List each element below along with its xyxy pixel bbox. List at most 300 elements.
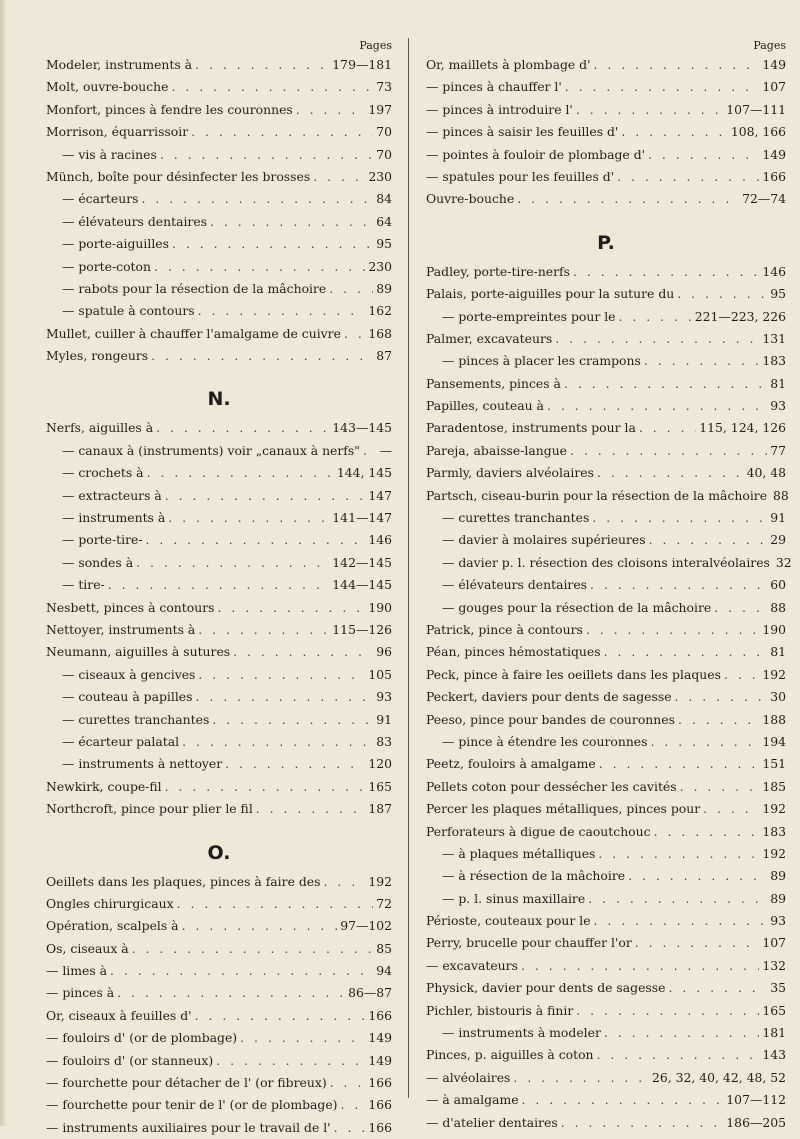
- entry-page-ref: 192: [762, 801, 786, 817]
- index-entry: [426, 350, 786, 372]
- pages-header: Pages: [753, 39, 786, 52]
- dot-leader: [604, 1022, 759, 1044]
- dot-leader: [649, 529, 768, 551]
- index-entry: [426, 529, 786, 551]
- index-entry: [426, 641, 786, 663]
- dot-leader: [151, 345, 373, 367]
- section-letter: O.: [207, 841, 231, 864]
- dot-leader: [198, 619, 329, 641]
- left-entry-list: [46, 54, 392, 1139]
- dot-leader: [168, 507, 329, 529]
- entry-term: Morrison, équarrissoir: [46, 124, 189, 140]
- entry-page-ref: 95: [376, 236, 392, 252]
- index-entry: [426, 709, 786, 731]
- entry-page-ref: 166: [368, 1119, 392, 1135]
- dot-leader: [171, 76, 373, 98]
- entry-page-ref: 230: [368, 258, 392, 274]
- index-entry: [426, 144, 786, 166]
- index-entry: [426, 977, 786, 999]
- entry-page-ref: 30: [770, 689, 786, 705]
- index-entry: [46, 731, 392, 753]
- entry-page-ref: 70: [376, 124, 392, 140]
- index-entry: [46, 166, 392, 188]
- entry-page-ref: 166: [368, 1007, 392, 1023]
- entry-page-ref: 192: [762, 666, 786, 682]
- dot-leader: [576, 99, 723, 121]
- entry-page-ref: 77: [770, 442, 786, 458]
- index-entry: [426, 798, 786, 820]
- index-entry: [426, 283, 786, 305]
- entry-page-ref: 35: [770, 980, 786, 996]
- index-entry: [426, 888, 786, 910]
- index-entry: [426, 753, 786, 775]
- entry-page-ref: 151: [762, 756, 786, 772]
- entry-term: Pellets coton pour dessécher les cavités: [426, 778, 677, 794]
- dot-leader: [334, 1117, 366, 1139]
- index-entry: [46, 529, 392, 551]
- entry-term: Ouvre-bouche: [426, 191, 515, 207]
- entry-page-ref: 115, 124, 126: [699, 420, 786, 436]
- index-entry: [426, 507, 786, 529]
- entry-term: — élévateurs dentaires: [442, 577, 588, 593]
- entry-page-ref: 166: [762, 168, 786, 184]
- entry-page-ref: 107—112: [726, 1092, 786, 1108]
- entry-term: Peckert, daviers pour dents de sagesse: [426, 689, 672, 705]
- entry-term: — pinces à: [46, 985, 115, 1001]
- entry-term: — crochets à: [62, 465, 144, 481]
- entry-term: Péan, pinces hémostatiques: [426, 644, 601, 660]
- dot-leader: [165, 776, 366, 798]
- entry-term: — davier p. l. résection des cloisons interalvéolaires: [442, 554, 770, 570]
- dot-leader: [182, 731, 373, 753]
- entry-page-ref: 186—205: [726, 1114, 786, 1130]
- entry-term: — fourchette pour tenir de l' (or de plombage): [46, 1097, 338, 1113]
- entry-term: Parmly, daviers alvéolaires: [426, 465, 594, 481]
- dot-leader: [573, 261, 759, 283]
- entry-page-ref: —: [379, 442, 392, 458]
- entry-term: — rabots pour la résection de la mâchoire: [62, 280, 327, 296]
- dot-leader: [191, 121, 373, 143]
- index-entry: [46, 211, 392, 233]
- entry-page-ref: 149: [762, 146, 786, 162]
- entry-term: — pinces à placer les crampons: [442, 353, 641, 369]
- entry-page-ref: 72: [376, 895, 392, 911]
- dot-leader: [564, 373, 767, 395]
- entry-page-ref: 146: [762, 263, 786, 279]
- entry-page-ref: 97—102: [340, 918, 392, 934]
- entry-page-ref: 192: [762, 845, 786, 861]
- entry-page-ref: 132: [762, 957, 786, 973]
- entry-term: — pinces à saisir les feuilles d': [426, 124, 619, 140]
- entry-page-ref: 83: [376, 733, 392, 749]
- entry-page-ref: 141—147: [332, 510, 392, 526]
- dot-leader: [594, 910, 768, 932]
- dot-leader: [117, 982, 345, 1004]
- dot-leader: [240, 1027, 365, 1049]
- entry-term: — ciseaux à gencives: [62, 666, 196, 682]
- entry-term: — curettes tranchantes: [62, 711, 210, 727]
- entry-page-ref: 144, 145: [336, 465, 392, 481]
- index-entry: [46, 417, 392, 439]
- entry-term: — élévateurs dentaires: [62, 213, 208, 229]
- entry-page-ref: 72—74: [742, 191, 786, 207]
- dot-leader: [561, 1112, 724, 1134]
- entry-page-ref: 94: [376, 963, 392, 979]
- entry-term: — fourchette pour détacher de l' (or fibreux): [46, 1075, 327, 1091]
- index-entry: [46, 1117, 392, 1139]
- dot-leader: [330, 1072, 366, 1094]
- dot-leader: [195, 686, 373, 708]
- entry-term: — à plaques métalliques: [442, 845, 596, 861]
- entry-page-ref: 89: [770, 890, 786, 906]
- index-entry: [426, 188, 786, 210]
- index-entry: [426, 166, 786, 188]
- index-entry: [426, 395, 786, 417]
- entry-term: Ongles chirurgicaux: [46, 895, 174, 911]
- index-entry: [426, 417, 786, 439]
- dot-leader: [604, 641, 768, 663]
- dot-leader: [576, 1000, 759, 1022]
- index-entry: [426, 664, 786, 686]
- dot-leader: [594, 54, 760, 76]
- entry-page-ref: 179—181: [332, 57, 392, 72]
- entry-page-ref: 84: [376, 191, 392, 207]
- index-entry: [46, 641, 392, 663]
- dot-leader: [547, 395, 767, 417]
- entry-page-ref: 64: [376, 213, 392, 229]
- dot-leader: [225, 753, 365, 775]
- dot-leader: [617, 166, 759, 188]
- entry-page-ref: 86—87: [348, 985, 392, 1001]
- entry-term: — écarteur palatal: [62, 733, 180, 749]
- entry-term: — spatule à contours: [62, 303, 195, 319]
- dot-leader: [586, 619, 759, 641]
- index-entry: [46, 485, 392, 507]
- entry-term: — pinces à introduire l': [426, 101, 573, 117]
- index-entry: [46, 915, 392, 937]
- entry-term: Peetz, fouloirs à amalgame: [426, 756, 596, 772]
- dot-leader: [597, 462, 744, 484]
- index-entry: [426, 619, 786, 641]
- index-entry: [426, 552, 792, 574]
- column-divider: [408, 38, 409, 1098]
- dot-leader: [233, 641, 373, 663]
- entry-page-ref: 91: [770, 510, 786, 526]
- dot-leader: [142, 188, 374, 210]
- dot-leader: [565, 76, 760, 98]
- dot-leader: [132, 938, 374, 960]
- entry-page-ref: 95: [770, 286, 786, 302]
- entry-page-ref: 165: [368, 778, 392, 794]
- dot-leader: [628, 865, 767, 887]
- dot-leader: [590, 574, 767, 596]
- entry-term: Peck, pince à faire les oeillets dans les plaques: [426, 666, 721, 682]
- entry-page-ref: 147: [368, 487, 392, 503]
- dot-leader: [714, 597, 767, 619]
- dot-leader: [156, 417, 329, 439]
- entry-term: Mullet, cuiller à chauffer l'amalgame de cuivre: [46, 325, 341, 341]
- index-entry: [426, 843, 786, 865]
- index-entry: [46, 233, 392, 255]
- entry-term: — davier à molaires supérieures: [442, 532, 646, 548]
- dot-leader: [513, 1067, 649, 1089]
- entry-page-ref: 120: [368, 756, 392, 772]
- entry-page-ref: 181: [762, 1025, 786, 1041]
- entry-term: — tire-: [62, 577, 105, 593]
- dot-leader: [329, 278, 373, 300]
- entry-page-ref: 165: [762, 1002, 786, 1018]
- dot-leader: [341, 1094, 366, 1116]
- index-entry: [46, 893, 392, 915]
- entry-page-ref: 194: [762, 733, 786, 749]
- index-entry: [46, 345, 392, 367]
- entry-term: — sondes à: [62, 554, 134, 570]
- entry-term: Myles, rongeurs: [46, 348, 149, 364]
- entry-term: — écarteurs: [62, 191, 139, 207]
- entry-page-ref: 149: [368, 1052, 392, 1068]
- index-entry: [426, 1022, 786, 1044]
- entry-page-ref: 32: [775, 554, 792, 570]
- index-entry: [46, 76, 392, 98]
- entry-page-ref: 29: [770, 532, 786, 548]
- entry-term: — alvéolaires: [426, 1069, 511, 1085]
- entry-page-ref: 40, 48: [746, 465, 786, 481]
- index-entry: [426, 1089, 786, 1111]
- entry-term: Newkirk, coupe-fil: [46, 778, 162, 794]
- index-column-right: [426, 38, 792, 1134]
- entry-term: Molt, ouvre-bouche: [46, 79, 169, 95]
- index-entry: [426, 776, 786, 798]
- entry-term: Neumann, aiguilles à sutures: [46, 644, 231, 660]
- entry-page-ref: 96: [376, 644, 392, 660]
- index-entry: [46, 982, 392, 1004]
- index-entry: [46, 188, 392, 210]
- dot-leader: [363, 440, 377, 462]
- index-entry: [46, 144, 392, 166]
- entry-page-ref: 85: [376, 940, 392, 956]
- index-entry: [426, 597, 786, 619]
- entry-term: Nesbett, pinces à contours: [46, 599, 215, 615]
- entry-page-ref: 93: [770, 913, 786, 929]
- dot-leader: [172, 233, 373, 255]
- index-entry: [46, 619, 392, 641]
- entry-term: Perforateurs à digue de caoutchouc: [426, 823, 651, 839]
- entry-term: — curettes tranchantes: [442, 510, 590, 526]
- dot-leader: [644, 350, 760, 372]
- entry-page-ref: 190: [762, 621, 786, 637]
- index-entry: [46, 1005, 392, 1027]
- entry-page-ref: 115—126: [332, 621, 392, 637]
- dot-leader: [136, 552, 329, 574]
- index-column-left: [46, 38, 392, 1139]
- dot-leader: [570, 440, 767, 462]
- dot-leader: [195, 54, 329, 76]
- dot-leader: [313, 166, 365, 188]
- entry-page-ref: 188: [762, 711, 786, 727]
- index-entry: [46, 574, 392, 596]
- entry-page-ref: 93: [376, 689, 392, 705]
- entry-page-ref: 166: [368, 1097, 392, 1113]
- entry-page-ref: 221—223, 226: [694, 308, 786, 324]
- index-entry: [46, 54, 392, 76]
- entry-page-ref: 89: [770, 868, 786, 884]
- entry-term: — gouges pour la résection de la mâchoire: [442, 599, 712, 615]
- dot-leader: [639, 417, 696, 439]
- entry-page-ref: 93: [770, 398, 786, 414]
- entry-term: — canaux à (instruments) voir „canaux à nerfs": [62, 442, 360, 458]
- entry-page-ref: 149: [368, 1030, 392, 1046]
- dot-leader: [521, 955, 759, 977]
- index-entry: [426, 462, 786, 484]
- entry-page-ref: 162: [368, 303, 392, 319]
- section-letter: P.: [597, 231, 615, 254]
- index-entry: [426, 955, 786, 977]
- entry-term: Palmer, excavateurs: [426, 330, 553, 346]
- entry-term: — fouloirs d' (or stanneux): [46, 1052, 214, 1068]
- entry-term: — extracteurs à: [62, 487, 162, 503]
- entry-page-ref: 107: [762, 935, 786, 951]
- index-entry: [426, 686, 786, 708]
- index-entry: [46, 121, 392, 143]
- index-entry: [46, 99, 392, 121]
- entry-term: — limes à: [46, 963, 108, 979]
- dot-leader: [555, 328, 759, 350]
- entry-term: Nerfs, aiguilles à: [46, 420, 154, 436]
- entry-page-ref: 131: [762, 330, 786, 346]
- entry-term: — pointes à fouloir de plombage d': [426, 146, 646, 162]
- entry-page-ref: 143: [762, 1047, 786, 1063]
- entry-term: — à résection de la mâchoire: [442, 868, 626, 884]
- index-entry: [426, 1044, 786, 1066]
- index-entry: [46, 776, 392, 798]
- entry-term: Percer les plaques métalliques, pinces pour: [426, 801, 701, 817]
- dot-leader: [182, 915, 338, 937]
- index-entry: [46, 1094, 392, 1116]
- index-entry: [426, 1112, 786, 1134]
- dot-leader: [703, 798, 759, 820]
- dot-leader: [635, 932, 760, 954]
- entry-page-ref: 81: [770, 644, 786, 660]
- entry-term: Paradentose, instruments pour la: [426, 420, 636, 436]
- entry-term: — instruments à: [62, 510, 166, 526]
- index-entry: [426, 910, 786, 932]
- dot-leader: [680, 776, 760, 798]
- entry-page-ref: 70: [376, 146, 392, 162]
- entry-term: Münch, boîte pour désinfecter les brosses: [46, 168, 311, 184]
- entry-term: Opération, scalpels à: [46, 918, 179, 934]
- page-edge-shadow: [0, 0, 7, 1126]
- entry-page-ref: 183: [762, 353, 786, 369]
- dot-leader: [210, 211, 373, 233]
- entry-page-ref: 230: [368, 168, 392, 184]
- index-entry: [46, 440, 392, 462]
- entry-term: — pince à étendre les couronnes: [442, 733, 648, 749]
- dot-leader: [256, 798, 366, 820]
- entry-term: Partsch, ciseau-burin pour la résection de la mâchoire: [426, 487, 768, 503]
- entry-term: — excavateurs: [426, 957, 518, 973]
- dot-leader: [592, 507, 767, 529]
- entry-page-ref: 87: [376, 348, 392, 364]
- pages-header: Pages: [359, 39, 392, 52]
- dot-leader: [517, 188, 739, 210]
- index-entry: [426, 328, 786, 350]
- dot-leader: [678, 709, 759, 731]
- entry-term: Os, ciseaux à: [46, 940, 129, 956]
- entry-term: — instruments à modeler: [442, 1025, 601, 1041]
- entry-term: Pinces, p. aiguilles à coton: [426, 1047, 594, 1063]
- index-entry: [46, 552, 392, 574]
- entry-page-ref: 183: [762, 823, 786, 839]
- entry-term: Nettoyer, instruments à: [46, 621, 196, 637]
- entry-term: — fouloirs d' (or de plombage): [46, 1030, 238, 1046]
- index-entry: [46, 1072, 392, 1094]
- index-entry: [426, 932, 786, 954]
- dot-leader: [588, 888, 767, 910]
- entry-page-ref: 26, 32, 40, 42, 48, 52: [652, 1069, 786, 1085]
- index-entry: [46, 597, 392, 619]
- entry-page-ref: 107: [762, 79, 786, 95]
- dot-leader: [598, 843, 759, 865]
- entry-term: Pareja, abaisse-langue: [426, 442, 568, 458]
- dot-leader: [198, 664, 365, 686]
- dot-leader: [296, 99, 366, 121]
- entry-term: Palais, porte-aiguilles pour la suture du: [426, 286, 675, 302]
- entry-page-ref: 187: [368, 801, 392, 817]
- index-entry: [426, 485, 789, 507]
- entry-page-ref: 73: [376, 79, 392, 95]
- dot-leader: [651, 731, 760, 753]
- dot-leader: [165, 485, 366, 507]
- entry-term: Or, ciseaux à feuilles d': [46, 1007, 192, 1023]
- index-entry: [426, 373, 786, 395]
- entry-term: Northcroft, pince pour plier le fil: [46, 801, 253, 817]
- dot-leader: [110, 960, 373, 982]
- index-entry: [46, 1050, 392, 1072]
- dot-leader: [677, 283, 767, 305]
- index-entry: [426, 731, 786, 753]
- section-letter: N.: [207, 388, 231, 411]
- entry-page-ref: 88: [770, 599, 786, 615]
- entry-page-ref: 185: [762, 778, 786, 794]
- dot-leader: [654, 821, 760, 843]
- index-entry: [46, 300, 392, 322]
- dot-leader: [522, 1089, 724, 1111]
- entry-term: Pansements, pinces à: [426, 375, 561, 391]
- index-entry: [426, 306, 786, 328]
- index-entry: [426, 54, 786, 76]
- index-entry: [426, 865, 786, 887]
- entry-term: — spatules pour les feuilles d': [426, 168, 615, 184]
- entry-term: — instruments à nettoyer: [62, 756, 223, 772]
- entry-page-ref: 142—145: [332, 554, 392, 570]
- index-entry: [426, 261, 786, 283]
- index-entry: [46, 323, 392, 345]
- entry-term: — porte-empreintes pour le: [442, 308, 616, 324]
- entry-term: Physick, davier pour dents de sagesse: [426, 980, 666, 996]
- index-entry: [46, 871, 392, 893]
- dot-leader: [621, 121, 727, 143]
- entry-page-ref: 149: [762, 57, 786, 72]
- entry-page-ref: 108, 166: [730, 124, 786, 140]
- entry-term: Patrick, pince à contours: [426, 621, 583, 637]
- index-entry: [46, 507, 392, 529]
- dot-leader: [619, 306, 692, 328]
- entry-term: — porte-aiguilles: [62, 236, 169, 252]
- index-entry: [46, 462, 392, 484]
- entry-term: Monfort, pinces à fendre les couronnes: [46, 101, 293, 117]
- index-entry: [426, 440, 786, 462]
- entry-term: — vis à racines: [62, 146, 157, 162]
